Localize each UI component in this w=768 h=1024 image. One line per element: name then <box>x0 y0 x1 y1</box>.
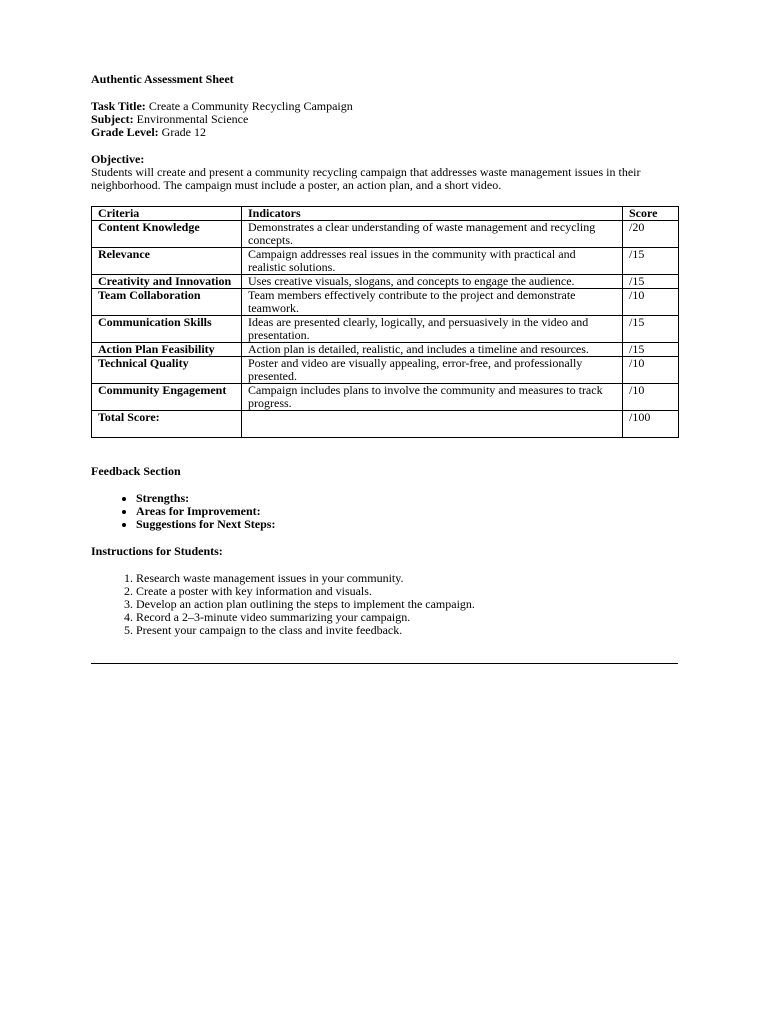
score-cell: /10 <box>623 384 679 411</box>
indicator-cell: Team members effectively contribute to the project and demonstrate teamwork. <box>242 289 623 316</box>
meta-label: Task Title: <box>91 99 146 113</box>
score-cell: /15 <box>623 275 679 289</box>
header-indicators: Indicators <box>242 207 623 221</box>
rubric-header-row <box>92 207 679 221</box>
horizontal-divider <box>91 663 678 664</box>
meta-label: Subject: <box>91 112 134 126</box>
score-cell: /10 <box>623 357 679 384</box>
total-score-label: Total Score: <box>92 411 242 438</box>
criteria-cell: Team Collaboration <box>92 289 242 316</box>
indicator-cell: Uses creative visuals, slogans, and concepts to engage the audience. <box>242 275 623 289</box>
criteria-cell: Community Engagement <box>92 384 242 411</box>
indicator-cell: Campaign addresses real issues in the community with practical and realistic solutions. <box>242 248 623 275</box>
indicator-cell: Poster and video are visually appealing, error-free, and professionally presented. <box>242 357 623 384</box>
criteria-cell: Creativity and Innovation <box>92 275 242 289</box>
header-score: Score <box>623 207 679 221</box>
document-content <box>91 73 678 664</box>
criteria-cell: Action Plan Feasibility <box>92 343 242 357</box>
score-cell: /20 <box>623 221 679 248</box>
indicator-cell: Campaign includes plans to involve the community and measures to track progress. <box>242 384 623 411</box>
indicator-cell: Demonstrates a clear understanding of waste management and recycling concepts. <box>242 221 623 248</box>
score-cell: /10 <box>623 289 679 316</box>
score-cell: /15 <box>623 343 679 357</box>
criteria-cell: Content Knowledge <box>92 221 242 248</box>
meta-value: Create a Community Recycling Campaign <box>148 99 353 113</box>
objective-block <box>91 153 678 192</box>
feedback-heading: Feedback Section <box>91 464 181 478</box>
meta-value: Environmental Science <box>136 112 249 126</box>
document-title: Authentic Assessment Sheet <box>91 72 234 86</box>
table-row <box>92 248 679 275</box>
rubric-table <box>91 206 679 438</box>
list-item: 4. Record a 2–3-minute video summarizing your campaign. <box>136 611 678 624</box>
feedback-item-improvement: • Areas for Improvement: <box>136 505 678 518</box>
total-score-row <box>92 411 679 438</box>
table-row <box>92 384 679 411</box>
meta-label: Grade Level: <box>91 125 159 139</box>
criteria-cell: Relevance <box>92 248 242 275</box>
instructions-heading: Instructions for Students: <box>91 544 223 558</box>
list-item: 2. Create a poster with key information and visuals. <box>136 585 678 598</box>
objective-text: Students will create and present a community recycling campaign that addresses waste management issues in their neighborhood. The campaign must include a poster, an action plan, and a short video. <box>91 165 641 192</box>
score-cell: /15 <box>623 248 679 275</box>
total-score-value: /100 <box>623 411 679 438</box>
feedback-list <box>91 492 678 531</box>
table-row <box>92 221 679 248</box>
meta-value: Grade 12 <box>161 125 206 139</box>
header-criteria: Criteria <box>92 207 242 221</box>
instructions-list <box>91 572 678 637</box>
list-item: 1. Research waste management issues in your community. <box>136 572 678 585</box>
meta-grade-level <box>91 126 678 139</box>
list-item: 3. Develop an action plan outlining the steps to implement the campaign. <box>136 598 678 611</box>
score-cell: /15 <box>623 316 679 343</box>
table-row <box>92 357 679 384</box>
criteria-cell: Technical Quality <box>92 357 242 384</box>
total-indicator-cell <box>242 411 623 438</box>
feedback-item-strengths: • Strengths: <box>136 492 678 505</box>
indicator-cell: Ideas are presented clearly, logically, and persuasively in the video and presentation. <box>242 316 623 343</box>
meta-block <box>91 100 678 139</box>
list-item: 5. Present your campaign to the class and invite feedback. <box>136 624 678 637</box>
table-row <box>92 343 679 357</box>
table-row <box>92 275 679 289</box>
objective-label: Objective: <box>91 152 145 166</box>
criteria-cell: Communication Skills <box>92 316 242 343</box>
feedback-item-next-steps: • Suggestions for Next Steps: <box>136 518 678 531</box>
table-row <box>92 316 679 343</box>
indicator-cell: Action plan is detailed, realistic, and includes a timeline and resources. <box>242 343 623 357</box>
table-row <box>92 289 679 316</box>
